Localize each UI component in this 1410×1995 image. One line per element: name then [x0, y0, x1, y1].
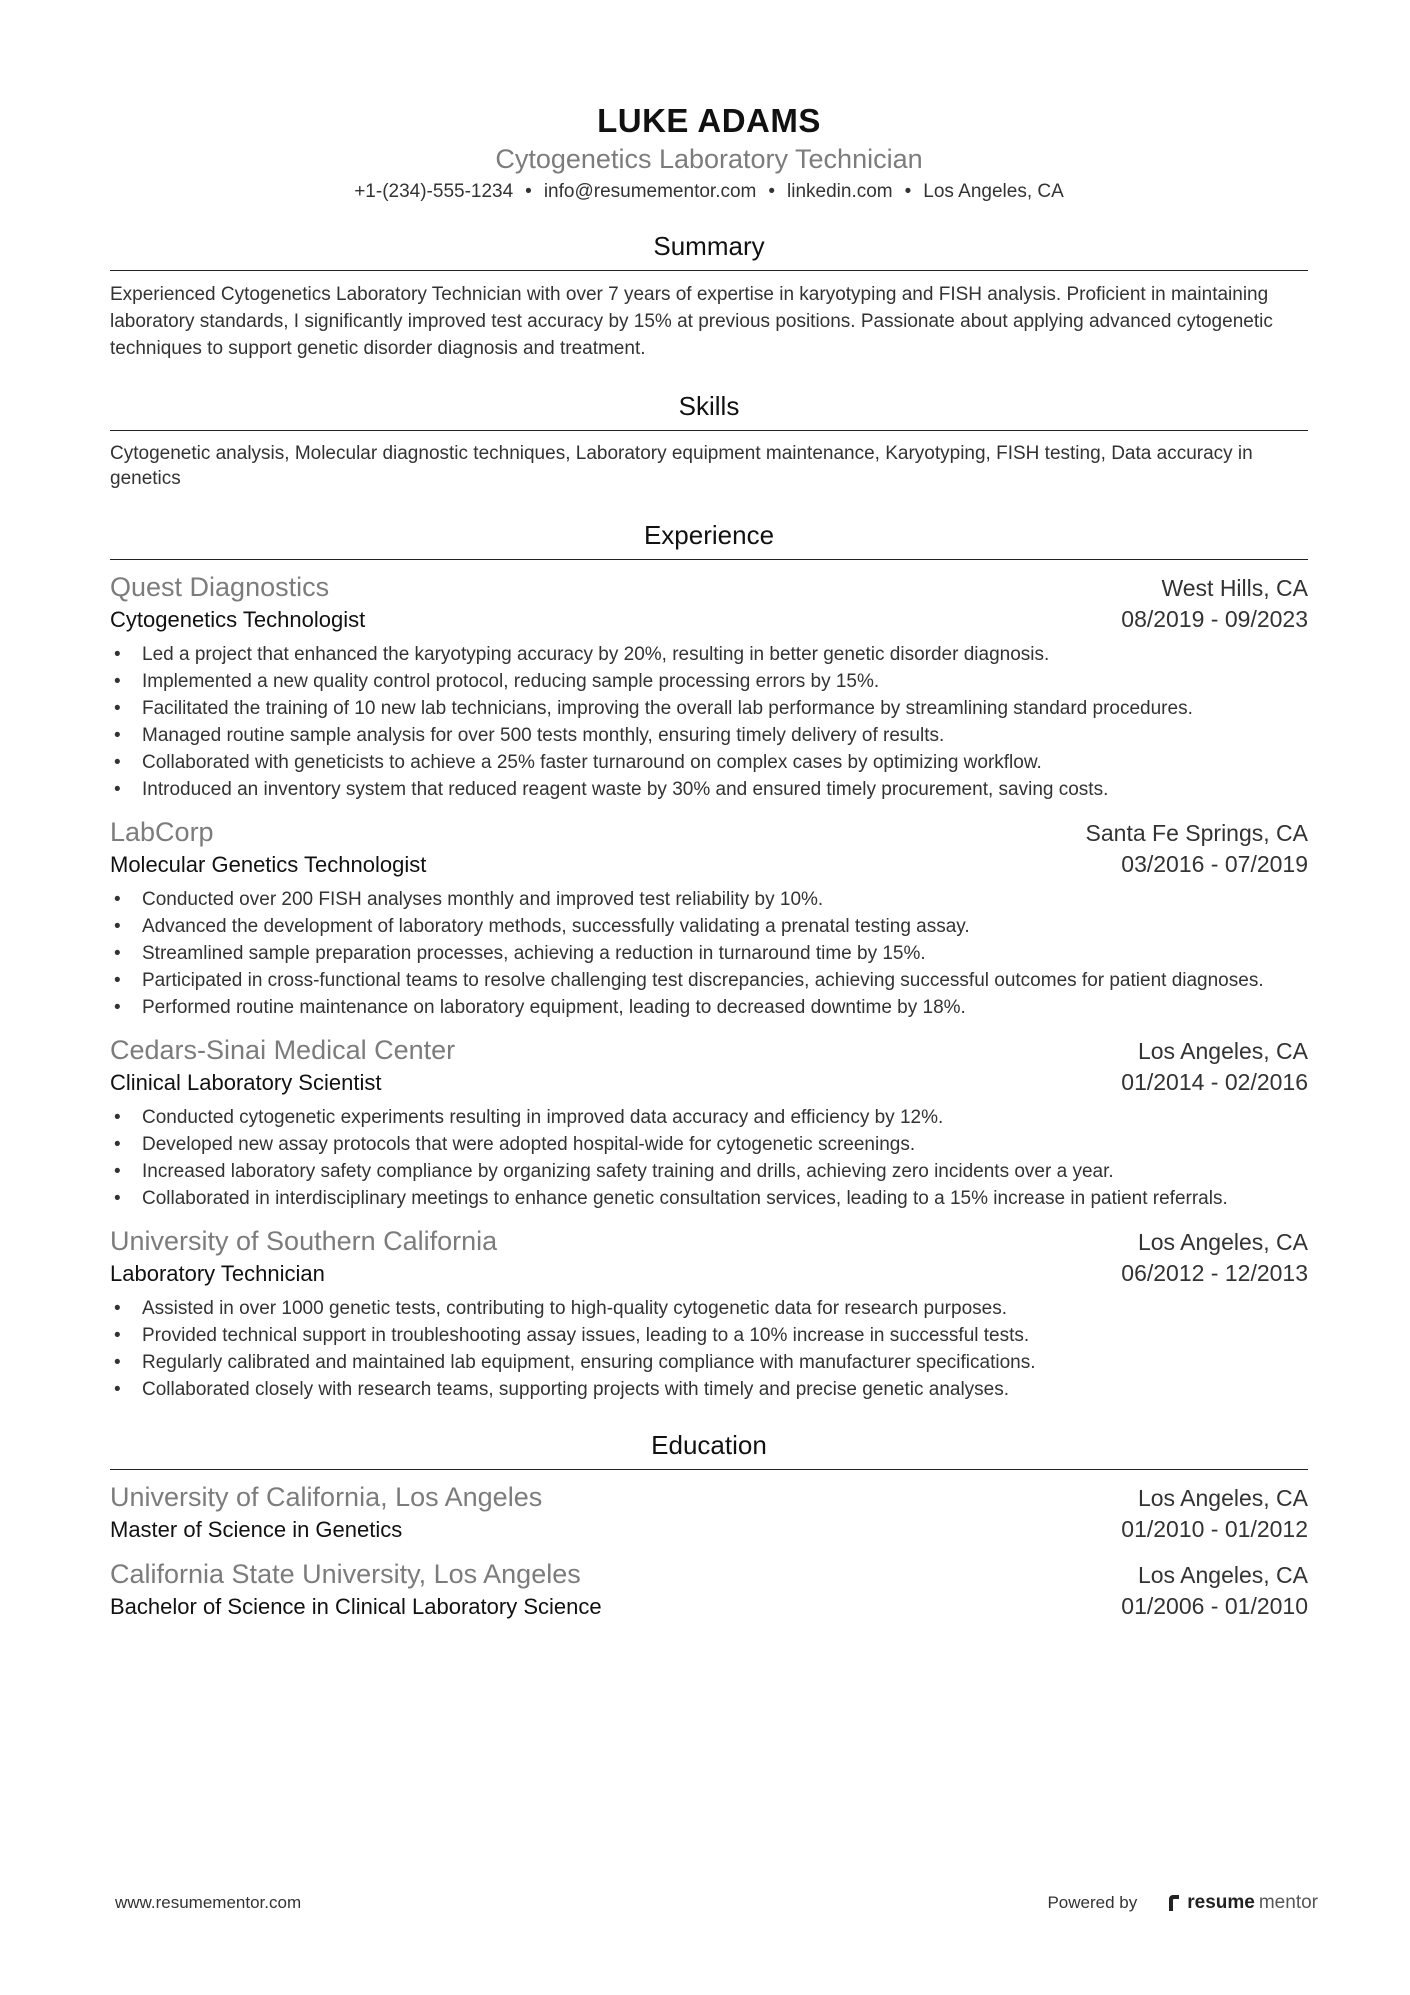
- resume-page: [110, 100, 1308, 1622]
- job-location: Los Angeles, CA: [1137, 1229, 1308, 1255]
- email-link[interactable]: info@resumementor.com: [543, 181, 757, 202]
- education-section: [110, 1427, 1308, 1622]
- company-name: Quest Diagnostics: [110, 572, 330, 602]
- separator: •: [525, 181, 532, 202]
- school-name: California State University, Los Angeles: [110, 1559, 581, 1589]
- skills-text: Cytogenetic analysis, Molecular diagnostic techniques, Laboratory equipment maintenance, Karyotyping, FISH testing, Data accuracy in genetics: [110, 443, 1253, 489]
- degree: Bachelor of Science in Clinical Laboratory Science: [110, 1594, 602, 1619]
- phone: +1-(234)-555-1234: [354, 181, 514, 202]
- contact-line: [110, 178, 1308, 206]
- section-heading: Skills: [110, 388, 1308, 431]
- experience-entry: [110, 570, 1308, 803]
- achievement-item: • Managed routine sample analysis for over 500 tests monthly, ensuring timely delivery of results.: [110, 722, 1308, 749]
- experience-entry: [110, 815, 1308, 1021]
- page-footer: [115, 1892, 1318, 1914]
- education-dates: 01/2006 - 01/2010: [1121, 1593, 1308, 1619]
- entry-role-row: [110, 604, 1308, 635]
- job-location: Los Angeles, CA: [1137, 1038, 1308, 1064]
- candidate-title: Cytogenetics Laboratory Technician: [495, 144, 923, 174]
- achievement-item: • Assisted in over 1000 genetic tests, contributing to high-quality cytogenetic data for research purposes.: [110, 1295, 1308, 1322]
- candidate-name: LUKE ADAMS: [597, 102, 821, 139]
- education-entry: [110, 1557, 1308, 1622]
- job-role: Molecular Genetics Technologist: [110, 852, 427, 877]
- entry-header-row: [110, 815, 1308, 849]
- entry-header-row: [110, 1480, 1308, 1514]
- entry-header-row: [110, 1557, 1308, 1591]
- experience-entry: [110, 1224, 1308, 1403]
- achievement-item: • Conducted cytogenetic experiments resulting in improved data accuracy and efficiency by 12%.: [110, 1104, 1308, 1131]
- section-heading: Experience: [110, 517, 1308, 560]
- separator: •: [904, 181, 912, 202]
- school-location: Los Angeles, CA: [1137, 1485, 1308, 1511]
- separator: •: [768, 181, 776, 202]
- job-role: Cytogenetics Technologist: [110, 607, 366, 632]
- entry-degree-row: [110, 1591, 1308, 1622]
- achievement-item: • Collaborated in interdisciplinary meetings to enhance genetic consultation services, leading to a 15% increase in patient referrals.: [110, 1185, 1308, 1212]
- school-location: Los Angeles, CA: [1137, 1562, 1308, 1588]
- job-dates: 06/2012 - 12/2013: [1121, 1260, 1308, 1286]
- powered-by-label: Powered by: [1047, 1893, 1138, 1912]
- company-name: LabCorp: [110, 817, 214, 847]
- experience-entry: [110, 1033, 1308, 1212]
- experience-section: [110, 517, 1308, 1403]
- skills-section: [110, 388, 1308, 491]
- achievement-item: • Facilitated the training of 10 new lab technicians, improving the overall lab performance by streamlining standard procedures.: [110, 695, 1308, 722]
- job-location: West Hills, CA: [1161, 575, 1308, 601]
- footer-website[interactable]: www.resumementor.com: [115, 1893, 302, 1912]
- experience-list: [110, 570, 1308, 1403]
- location: Los Angeles, CA: [923, 181, 1064, 202]
- achievement-item: • Collaborated with geneticists to achieve a 25% faster turnaround on complex cases by optimizing workflow.: [110, 749, 1308, 776]
- achievement-item: • Participated in cross-functional teams to resolve challenging test discrepancies, achieving successful outcomes for patient diagnoses.: [110, 967, 1308, 994]
- company-name: University of Southern California: [110, 1226, 498, 1256]
- achievement-item: • Provided technical support in troubleshooting assay issues, leading to a 10% increase in successful tests.: [110, 1322, 1308, 1349]
- education-list: [110, 1480, 1308, 1622]
- job-role: Laboratory Technician: [110, 1261, 325, 1286]
- job-dates: 08/2019 - 09/2023: [1121, 606, 1308, 632]
- achievement-item: • Developed new assay protocols that were adopted hospital-wide for cytogenetic screenings.: [110, 1131, 1308, 1158]
- resume-header: [110, 100, 1308, 206]
- achievement-list: [110, 1295, 1308, 1403]
- achievement-list: [110, 1104, 1308, 1212]
- resumementor-logo-icon: [1167, 1894, 1183, 1912]
- achievement-list: [110, 886, 1308, 1021]
- achievement-item: • Implemented a new quality control protocol, reducing sample processing errors by 15%.: [110, 668, 1308, 695]
- entry-header-row: [110, 1224, 1308, 1258]
- linkedin-link[interactable]: linkedin.com: [787, 181, 893, 202]
- achievement-item: • Regularly calibrated and maintained lab equipment, ensuring compliance with manufacturer specifications.: [110, 1349, 1308, 1376]
- degree: Master of Science in Genetics: [110, 1517, 403, 1542]
- achievement-item: • Led a project that enhanced the karyotyping accuracy by 20%, resulting in better genetic disorder diagnosis.: [110, 641, 1308, 668]
- summary-section: [110, 228, 1308, 362]
- job-dates: 03/2016 - 07/2019: [1121, 851, 1308, 877]
- education-dates: 01/2010 - 01/2012: [1121, 1516, 1308, 1542]
- entry-role-row: [110, 1258, 1308, 1289]
- achievement-item: • Introduced an inventory system that reduced reagent waste by 30% and ensured timely procurement, saving costs.: [110, 776, 1308, 803]
- brand-bold: resume: [1187, 1892, 1255, 1913]
- entry-header-row: [110, 1033, 1308, 1067]
- section-heading: Summary: [110, 228, 1308, 271]
- job-dates: 01/2014 - 02/2016: [1121, 1069, 1308, 1095]
- achievement-item: • Conducted over 200 FISH analyses monthly and improved test reliability by 10%.: [110, 886, 1308, 913]
- job-role: Clinical Laboratory Scientist: [110, 1070, 382, 1095]
- brand-logo: [1167, 1892, 1318, 1914]
- entry-header-row: [110, 570, 1308, 604]
- powered-by: [1047, 1892, 1318, 1914]
- section-heading: Education: [110, 1427, 1308, 1470]
- achievement-list: [110, 641, 1308, 803]
- entry-role-row: [110, 1067, 1308, 1098]
- summary-text: Experienced Cytogenetics Laboratory Technician with over 7 years of expertise in karyotyping and FISH analysis. Proficient in maintaining laboratory standards, I significantly improved test accuracy by 15% at previous positions. Passionate about applying advanced cytogenetic techniques to support genetic disorder diagnosis and treatment.: [110, 284, 1273, 359]
- achievement-item: • Increased laboratory safety compliance by organizing safety training and drills, achieving zero incidents over a year.: [110, 1158, 1308, 1185]
- education-entry: [110, 1480, 1308, 1545]
- brand-light: mentor: [1258, 1892, 1318, 1913]
- achievement-item: • Advanced the development of laboratory methods, successfully validating a prenatal testing assay.: [110, 913, 1308, 940]
- school-name: University of California, Los Angeles: [110, 1482, 543, 1512]
- achievement-item: • Performed routine maintenance on laboratory equipment, leading to decreased downtime by 18%.: [110, 994, 1308, 1021]
- job-location: Santa Fe Springs, CA: [1085, 820, 1308, 846]
- entry-degree-row: [110, 1514, 1308, 1545]
- company-name: Cedars-Sinai Medical Center: [110, 1035, 456, 1065]
- entry-role-row: [110, 849, 1308, 880]
- achievement-item: • Collaborated closely with research teams, supporting projects with timely and precise genetic analyses.: [110, 1376, 1308, 1403]
- achievement-item: • Streamlined sample preparation processes, achieving a reduction in turnaround time by 15%.: [110, 940, 1308, 967]
